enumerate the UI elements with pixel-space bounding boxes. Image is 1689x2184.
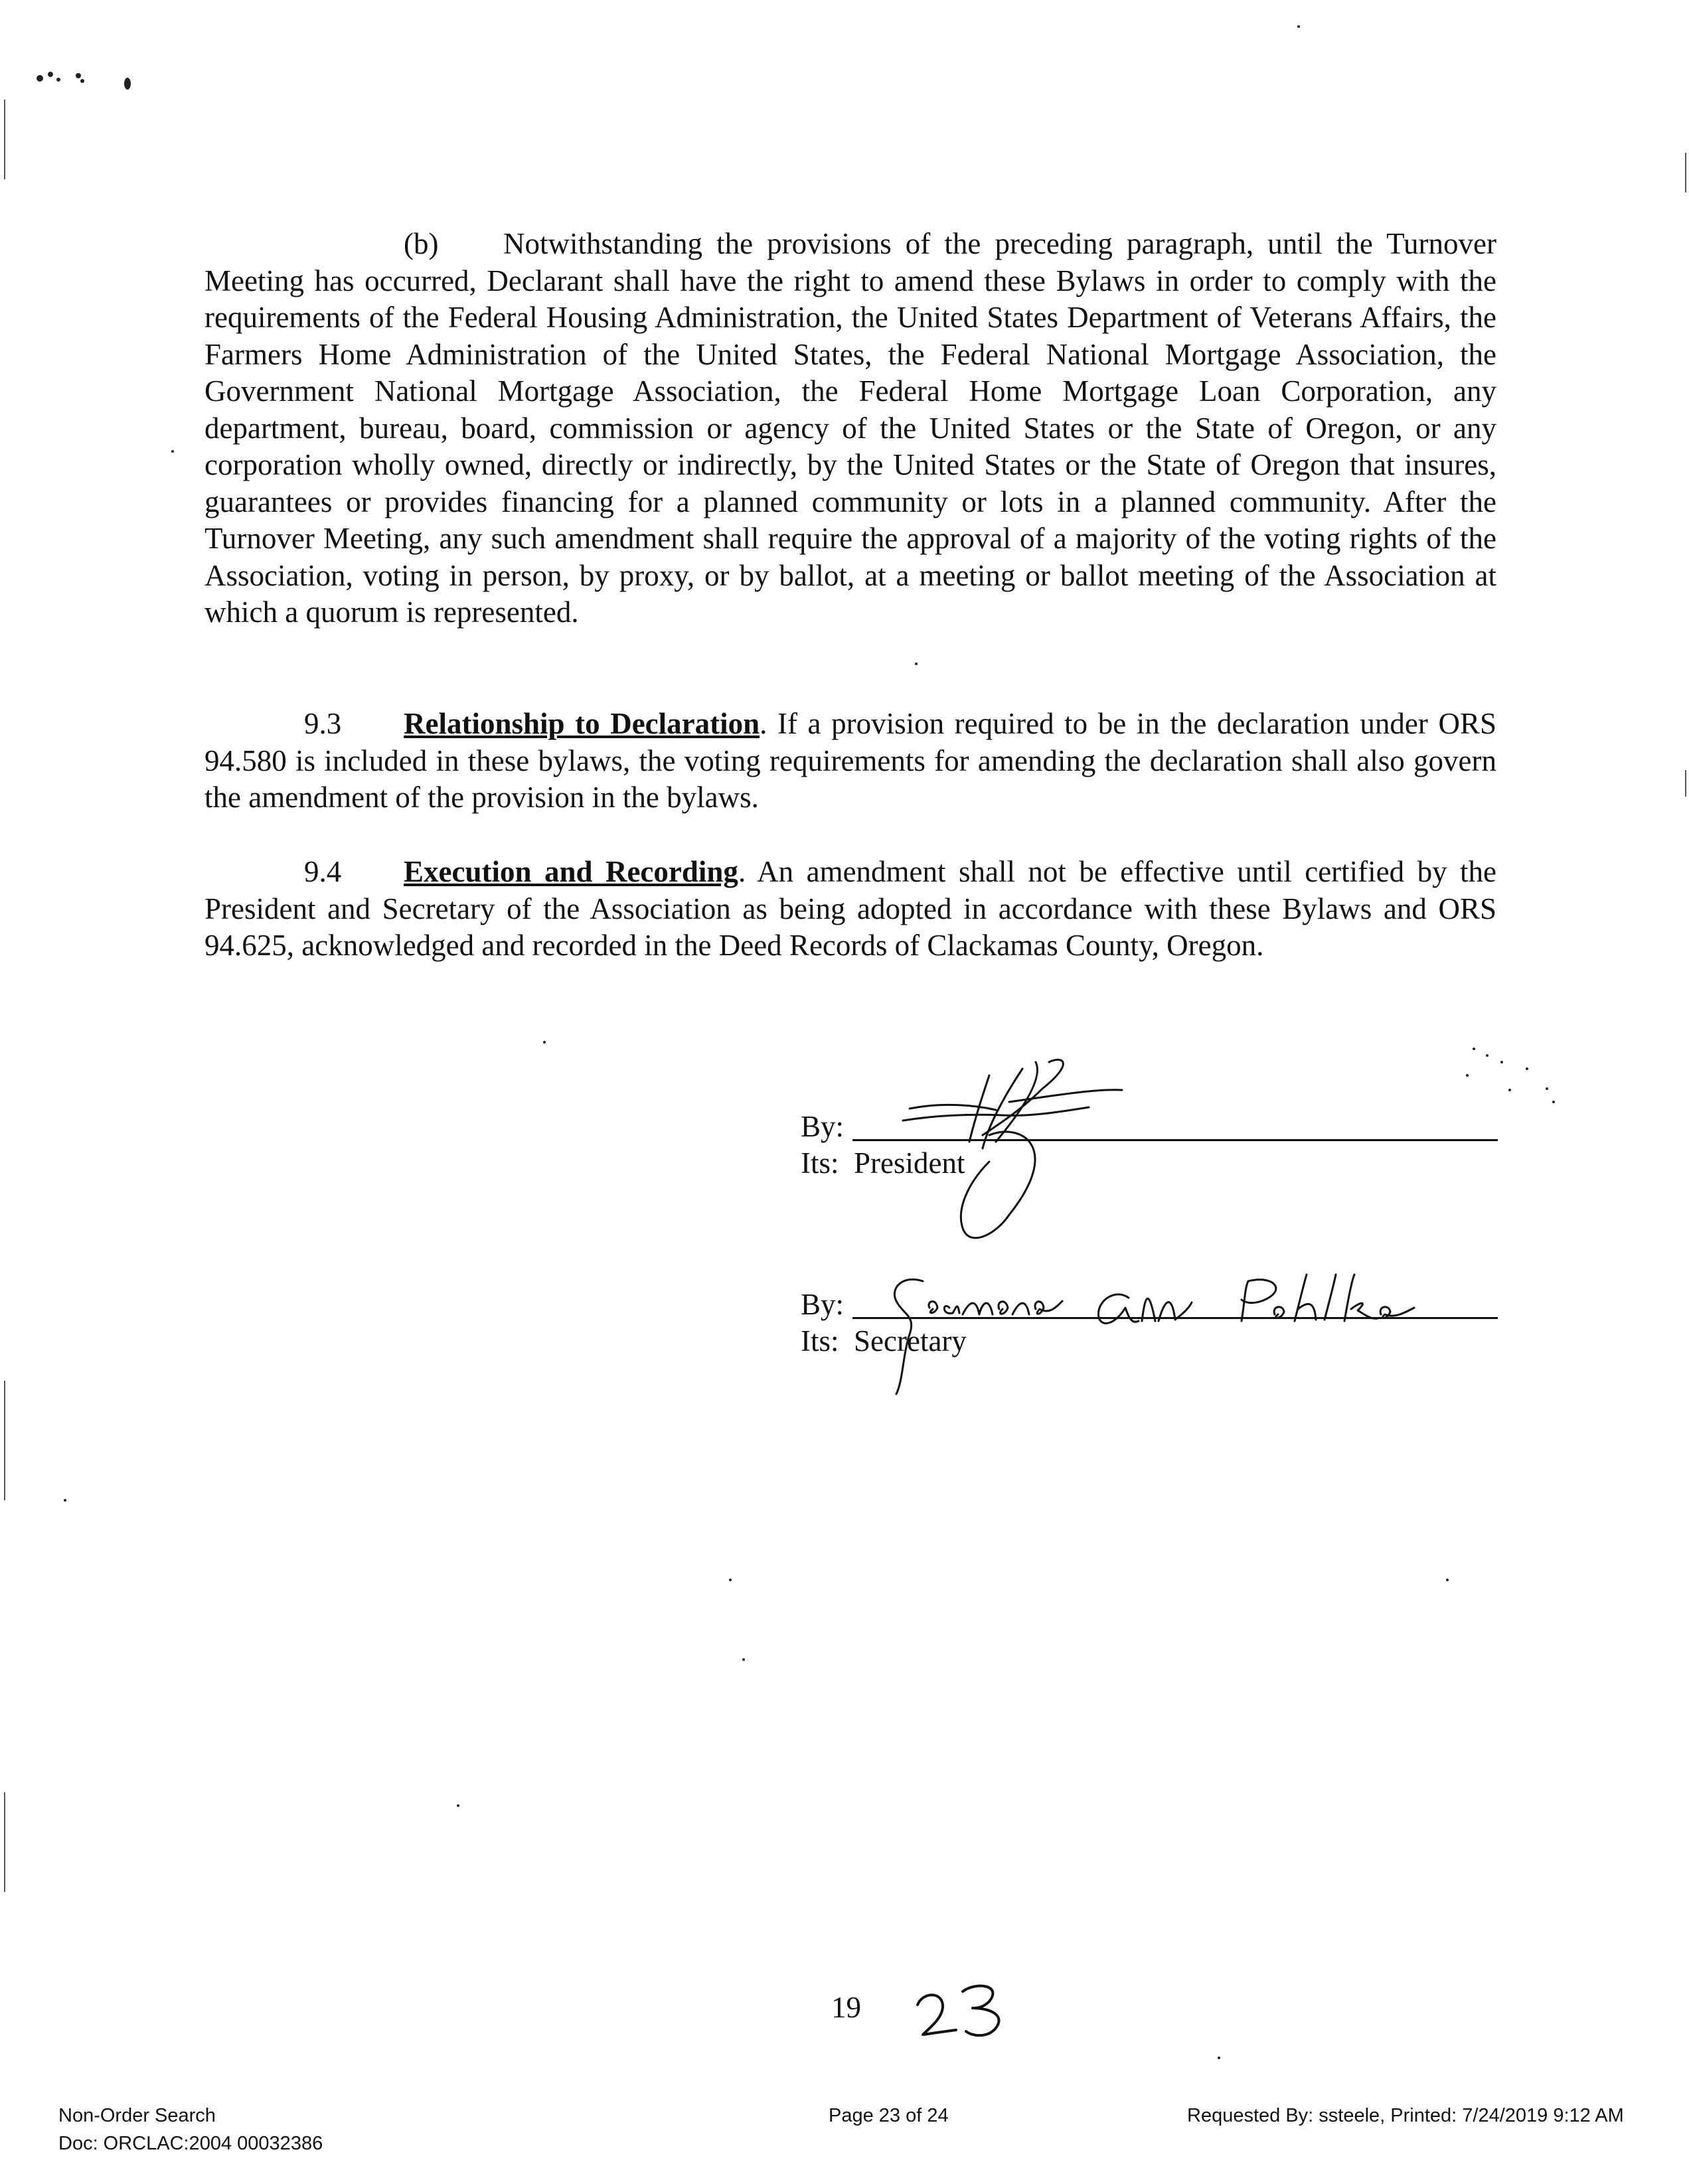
scan-edge-right-2 [1685, 770, 1686, 797]
by-label: By: [801, 1110, 844, 1143]
its-line-secretary [801, 1323, 1498, 1360]
footer-left [58, 2102, 323, 2157]
section-9-3 [204, 706, 1496, 817]
by-label: By: [801, 1288, 844, 1321]
its-label: Its: [801, 1146, 839, 1180]
signature-line-president [801, 1109, 1498, 1145]
section-9-4-number: 9.4 [304, 855, 342, 888]
paragraph-b-text: Notwithstanding the provisions of the preceding paragraph, until the Turnover Meeting has occurred, Declarant shall have the right to amend these Bylaws in order to comply with the requirements of the Federal Housing Administration, the United States Department of Veterans Affairs, the Farmers Home Administration of the United States, the Federal National Mortgage Association, the Government National Mortgage Association, the Federal Home Mortgage Loan Corporation, any department, bureau, board, commission or agency of the United States or the State of Oregon, or any corporation wholly owned, directly or indirectly, by the United States or the State of Oregon that insures, guarantees or provides financing for a planned community or lots in a planned community. After the Turnover Meeting, any such amendment shall require the approval of a majority of the voting rights of the Association, voting in person, by proxy, or by ballot, at a meeting or ballot meeting of the Association at which a quorum is represented. [204, 227, 1496, 629]
section-9-4-text: . An amendment shall not be effective until certified by the President and Secretary of the Association as being adopted in accordance with these Bylaws and ORS 94.625, acknowledged and recorded in the Deed Records of Clackamas County, Oregon. [204, 855, 1497, 962]
section-9-4 [204, 854, 1496, 965]
signature-block-secretary [801, 1287, 1498, 1360]
its-line-president [801, 1145, 1498, 1182]
title-president: President [854, 1146, 965, 1180]
scan-edge-left [4, 100, 5, 179]
section-9-3-number: 9.3 [304, 707, 342, 740]
paragraph-b [204, 226, 1496, 631]
signature-block-president [801, 1109, 1498, 1182]
paragraph-b-number: (b) [404, 227, 439, 260]
page-number: 19 [831, 1991, 861, 2024]
handwritten-page-number [910, 1972, 1016, 2045]
scan-edge-left-2 [4, 1381, 5, 1500]
footer-search-type: Non-Order Search [58, 2105, 216, 2126]
title-secretary: Secretary [854, 1324, 967, 1358]
scan-edge-left-3 [4, 1792, 5, 1892]
section-9-3-text: . If a provision required to be in the declaration under ORS 94.580 is included in these bylaws, the voting requirements for amending the declaration shall also govern the amendment of the provision in the bylaws. [204, 707, 1496, 814]
section-9-3-heading: Relationship to Declaration [404, 707, 760, 740]
signature-rule [852, 1317, 1498, 1319]
signature-rule [852, 1139, 1498, 1141]
footer-doc-id: Doc: ORCLAC:2004 00032386 [58, 2133, 323, 2154]
footer-page-count: Page 23 of 24 [829, 2105, 949, 2126]
signature-line-secretary [801, 1287, 1498, 1323]
its-label: Its: [801, 1324, 839, 1358]
scan-edge-right [1685, 153, 1686, 193]
section-9-4-heading: Execution and Recording [404, 855, 738, 888]
footer-requested-by: Requested By: ssteele, Printed: 7/24/2019 9:12 AM [1187, 2105, 1624, 2126]
